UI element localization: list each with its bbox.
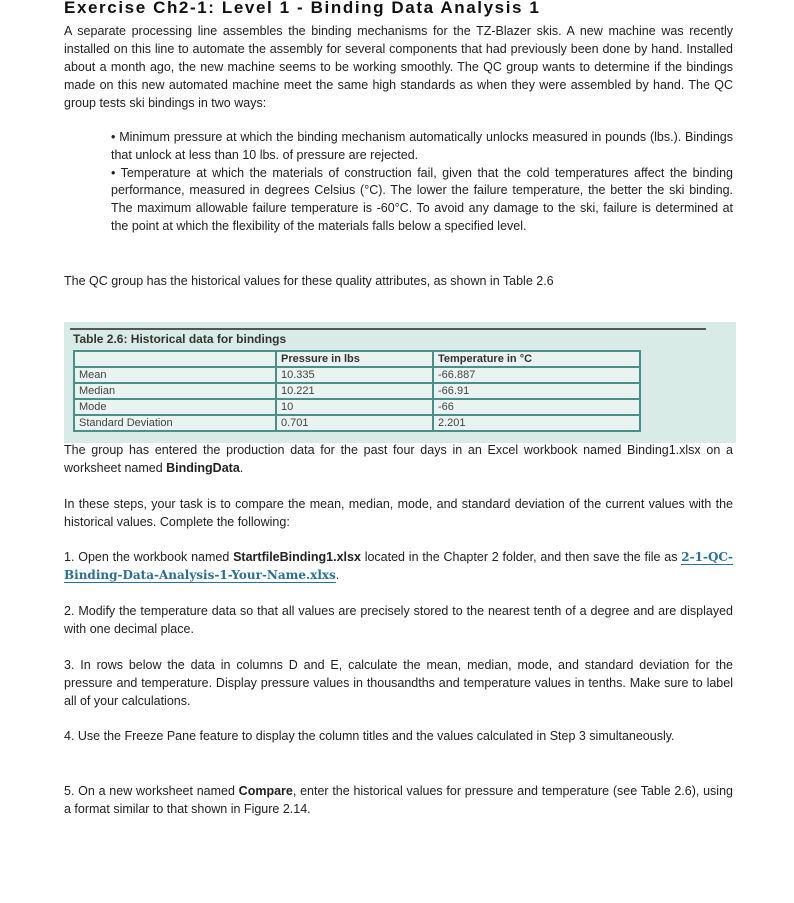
pressure-cell: 0.701	[276, 415, 433, 431]
step-1-end: .	[335, 568, 340, 582]
table-row	[74, 383, 640, 399]
step-3: 3. In rows below the data in columns D and E, calculate the mean, median, mode, and standard deviation for the pressure and temperature. Display pressure values in thousandths and temperature values in tenths. Make sure to label all of your calculations.	[64, 658, 733, 708]
caption-rule	[70, 328, 706, 330]
step-5-text-b: , enter the historical values for pressure and temperature (see Table 2.6), using a format similar to that shown in Figure 2.14.	[64, 784, 733, 816]
historical-data-table	[73, 350, 641, 432]
test-methods-list	[111, 129, 733, 236]
row-label: Standard Deviation	[74, 415, 276, 431]
production-end: .	[239, 461, 244, 475]
row-label: Mean	[74, 367, 276, 383]
row-label: Median	[74, 383, 276, 399]
bullet-temperature: • Temperature at which the materials of construction fail, given that the cold temperatures affect the binding performance, measured in degrees Celsius (°C). The lower the failure temperature, the better the ski binding. The maximum allowable failure temperature is -60°C. To avoid any damage to the ski, failure is determined at the point at which the flexibility of the materials falls below a specified level.	[111, 165, 733, 233]
table-header-cell: Temperature in °C	[433, 351, 640, 367]
start-file-name: StartfileBinding1.xlsx	[233, 550, 361, 564]
bullet-pressure: • Minimum pressure at which the binding mechanism automatically unlocks measured in pounds (lbs.). Bindings that unlock at less than 10 lbs. of pressure are rejected.	[111, 130, 733, 162]
step-1-text-a: 1. Open the workbook named	[64, 550, 230, 564]
table-row	[74, 399, 640, 415]
step-2: 2. Modify the temperature data so that all values are precisely stored to the nearest tenth of a degree and are displayed with one decimal place.	[64, 604, 733, 636]
worksheet-name: BindingData	[166, 461, 240, 475]
table-header-cell	[74, 351, 276, 367]
page-title: Exercise Ch2-1: Level 1 - Binding Data Analysis 1	[64, 0, 541, 17]
step-5	[64, 782, 733, 818]
pressure-cell: 10.221	[276, 383, 433, 399]
step-1-text-b: located in the Chapter 2 folder, and then save the file as	[364, 550, 678, 564]
intro-paragraph: A separate processing line assembles the binding mechanisms for the TZ-Blazer skis. A new machine was recently installed on this line to automate the assembly for several components that had previously been done by hand. Installed about a month ago, the new machine seems to be working smoothly. The QC group wants to determine if the bindings made on this new automated machine meet the same high standards as when they were assembled by hand. The QC group tests ski bindings in two ways:	[64, 24, 733, 110]
temperature-cell: 2.201	[433, 415, 640, 431]
step-1	[64, 548, 733, 584]
table-row	[74, 367, 640, 383]
pressure-cell: 10.335	[276, 367, 433, 383]
step-5-text-a: 5. On a new worksheet named	[64, 784, 235, 798]
step-4: 4. Use the Freeze Pane feature to display the column titles and the values calculated in Step 3 simultaneously.	[64, 729, 675, 743]
production-paragraph	[64, 441, 733, 477]
historical-paragraph: The QC group has the historical values for these quality attributes, as shown in Table 2.6	[64, 274, 554, 288]
compare-sheet-name: Compare	[238, 784, 293, 798]
table-header-row	[74, 351, 640, 367]
temperature-cell: -66	[433, 399, 640, 415]
table-header-cell: Pressure in lbs	[276, 351, 433, 367]
row-label: Mode	[74, 399, 276, 415]
table-row	[74, 415, 640, 431]
temperature-cell: -66.887	[433, 367, 640, 383]
temperature-cell: -66.91	[433, 383, 640, 399]
historical-data-figure	[64, 322, 736, 443]
steps-intro-paragraph: In these steps, your task is to compare the mean, median, mode, and standard deviation of the current values with the historical values. Complete the following:	[64, 497, 733, 529]
pressure-cell: 10	[276, 399, 433, 415]
table-caption: Table 2.6: Historical data for bindings	[73, 332, 287, 346]
save-as-file-link[interactable]: 2-1-QC-Binding-Data-Analysis-1-Your-Name.xlxs	[64, 550, 733, 582]
production-text: The group has entered the production data for the past four days in an Excel workbook named Binding1.xlsx on a worksheet named	[64, 443, 733, 475]
